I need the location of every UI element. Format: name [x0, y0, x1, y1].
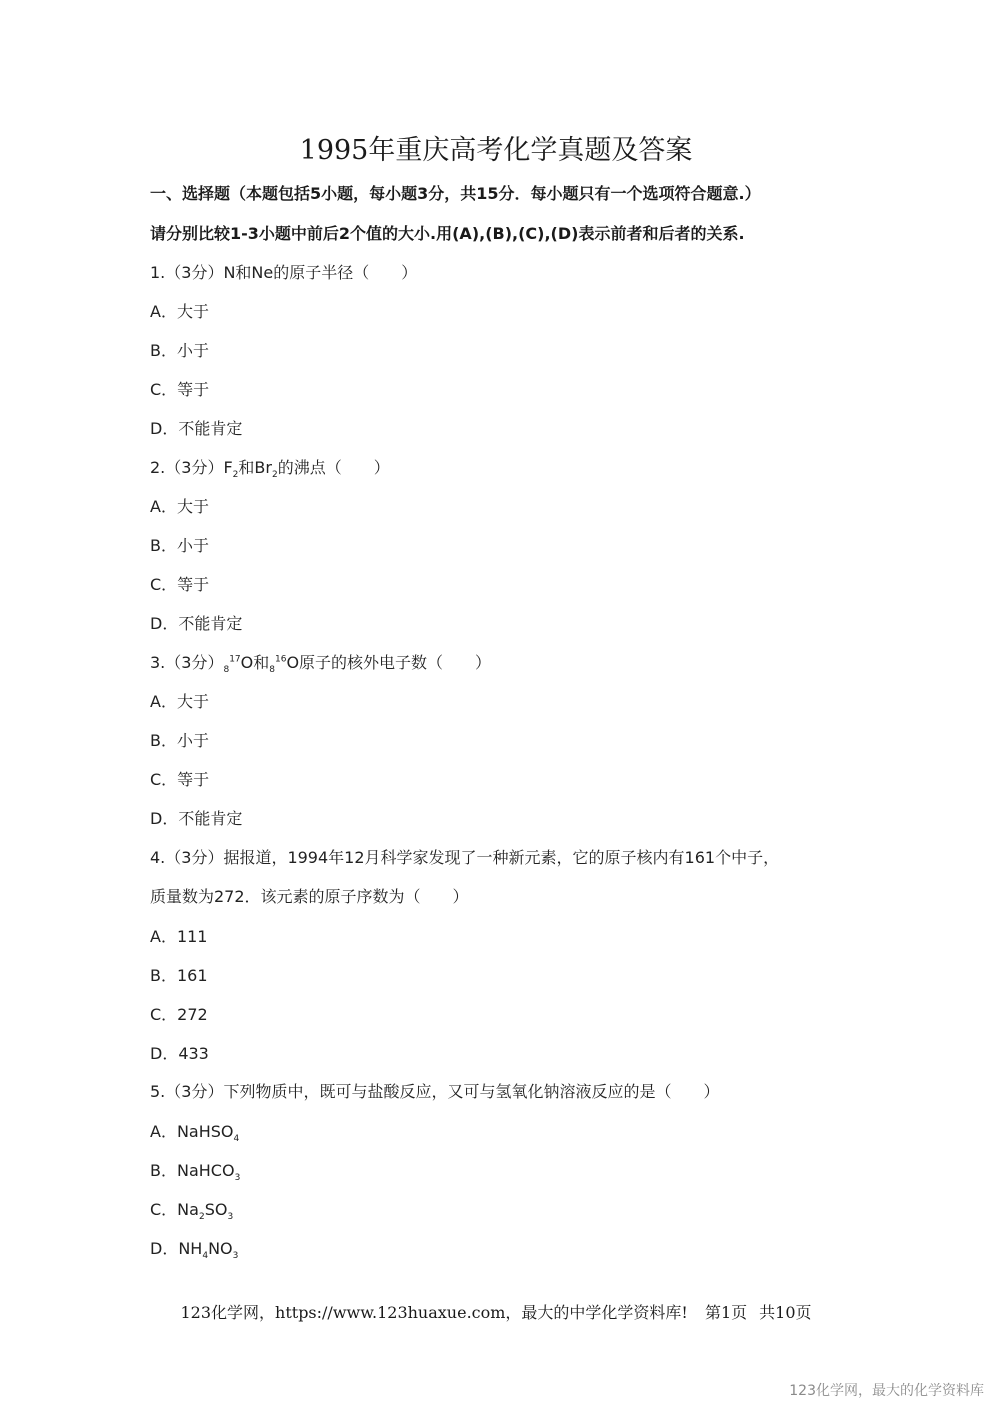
question-4-stem-line1: 4.（3分）据报道，1994年12月科学家发现了一种新元素，它的原子核内有161个中子，	[150, 848, 780, 867]
section-heading: 一、选择题（本题包括5小题，每小题3分，共15分．每小题只有一个选项符合题意.）	[150, 184, 761, 203]
section-instruction: 请分别比较1-3小题中前后2个值的大小.用(A),(B),(C),(D)表示前者和后者的关系.	[150, 224, 745, 243]
watermark: 123化学网，最大的化学资料库	[789, 1383, 984, 1399]
question-1-option-b: B．小于	[150, 341, 209, 360]
question-1-option-d: D．不能肯定	[150, 419, 243, 438]
question-4-option-b: B．161	[150, 966, 208, 985]
question-4-option-d: D．433	[150, 1044, 209, 1063]
footer-site-text: 123化学网，https://www.123huaxue.com，最大的中学化学资料库!	[180, 1303, 688, 1322]
footer-page-number: 第1页	[704, 1303, 748, 1322]
question-4-option-c: C．272	[150, 1005, 208, 1024]
question-4-stem-line2: 质量数为272．该元素的原子序数为（ ）	[150, 887, 469, 906]
question-5-option-d: D．$NH_4NO_3$	[150, 1239, 239, 1262]
question-3-option-b: B．小于	[150, 731, 209, 750]
question-5-stem: 5.（3分）下列物质中，既可与盐酸反应，又可与氢氧化钠溶液反应的是（ ）	[150, 1082, 720, 1101]
question-2-option-c: C．等于	[150, 575, 210, 594]
page-footer	[0, 1300, 992, 1323]
question-5-option-a: A．NaHSO$_4$	[150, 1122, 240, 1145]
footer-page-total: 共10页	[759, 1303, 812, 1322]
question-2-option-b: B．小于	[150, 536, 209, 555]
question-1-stem: 1.（3分）N和Ne的原子半径（ ）	[150, 263, 418, 282]
question-2-option-d: D．不能肯定	[150, 614, 243, 633]
question-1-option-c: C．等于	[150, 380, 210, 399]
question-3-option-d: D．不能肯定	[150, 809, 243, 828]
question-3-option-a: A．大于	[150, 692, 209, 711]
question-4-option-a: A．111	[150, 927, 208, 946]
question-2-stem: 2.（3分）$F_2$和$Br_2$的沸点（ ）	[150, 458, 390, 481]
question-5-option-c: C．$Na_2SO_3$	[150, 1200, 234, 1223]
question-5-option-b: B．NaHCO$_3$	[150, 1161, 241, 1184]
question-2-option-a: A．大于	[150, 497, 209, 516]
question-1-option-a: A．大于	[150, 302, 209, 321]
question-3-stem: 3.（3分）$_8^{17}O$和$_8^{16}$O原子的核外电子数（ ）	[150, 653, 492, 676]
page-title: 1995年重庆高考化学真题及答案	[299, 135, 693, 166]
question-3-option-c: C．等于	[150, 770, 210, 789]
